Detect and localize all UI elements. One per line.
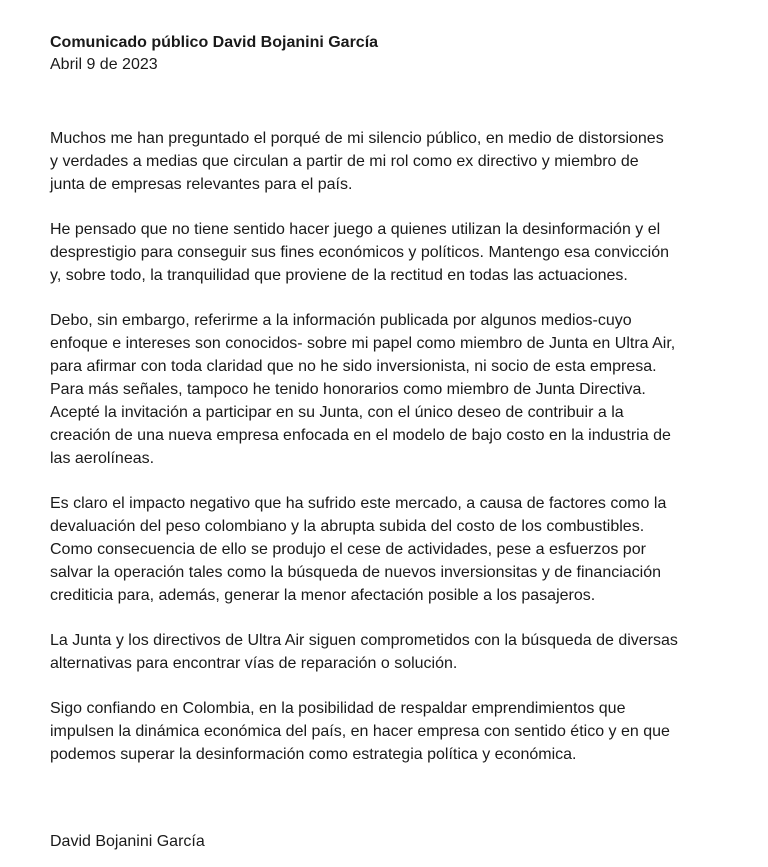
document — [50, 32, 750, 853]
paragraph-1 — [50, 127, 750, 196]
paragraph-line: Como consecuencia de ello se produjo el cese de actividades, pese a esfuerzos por — [50, 541, 646, 558]
paragraph-line: Muchos me han preguntado el porqué de mi silencio público, en medio de distorsiones — [50, 130, 664, 147]
paragraph-line: He pensado que no tiene sentido hacer juego a quienes utilizan la desinformación y el — [50, 221, 661, 238]
paragraph-line: enfoque e intereses son conocidos- sobre mi papel como miembro de Junta en Ultra Air, — [50, 335, 676, 352]
paragraph-4 — [50, 492, 750, 607]
paragraph-line: impulsen la dinámica económica del país, en hacer empresa con sentido ético y en que — [50, 723, 670, 740]
paragraph-line: alternativas para encontrar vías de reparación o solución. — [50, 655, 458, 672]
paragraph-line: Debo, sin embargo, referirme a la información publicada por algunos medios-cuyo — [50, 312, 632, 329]
paragraph-line: salvar la operación tales como la búsqueda de nuevos inversionsitas y de financiación — [50, 564, 662, 581]
paragraph-line: y, sobre todo, la tranquilidad que proviene de la rectitud en todas las actuaciones. — [50, 267, 628, 284]
paragraph-line: para afirmar con toda claridad que no he sido inversionista, ni socio de esta empresa. — [50, 358, 657, 375]
paragraph-line: las aerolíneas. — [50, 450, 155, 467]
document-title: Comunicado público David Bojanini García — [50, 34, 379, 51]
paragraph-line: Es claro el impacto negativo que ha sufrido este mercado, a causa de factores como la — [50, 495, 667, 512]
paragraph-line: creación de una nueva empresa enfocada en el modelo de bajo costo en la industria de — [50, 427, 671, 444]
paragraph-6 — [50, 697, 750, 766]
paragraph-line: Sigo confiando en Colombia, en la posibilidad de respaldar emprendimientos que — [50, 700, 626, 717]
paragraph-line: La Junta y los directivos de Ultra Air siguen comprometidos con la búsqueda de diversas — [50, 632, 678, 649]
paragraph-line: y verdades a medias que circulan a partir de mi rol como ex directivo y miembro de — [50, 153, 639, 170]
signature: David Bojanini García — [50, 833, 205, 850]
paragraph-line: junta de empresas relevantes para el país. — [50, 176, 353, 193]
paragraph-2 — [50, 218, 750, 287]
paragraph-line: desprestigio para conseguir sus fines económicos y políticos. Mantengo esa convicción — [50, 244, 669, 261]
paragraph-line: podemos superar la desinformación como estrategia política y económica. — [50, 746, 577, 763]
paragraph-5 — [50, 629, 750, 675]
paragraph-line: devaluación del peso colombiano y la abrupta subida del costo de los combustibles. — [50, 518, 645, 535]
document-date: Abril 9 de 2023 — [50, 56, 158, 73]
paragraph-3 — [50, 309, 750, 470]
paragraph-line: Acepté la invitación a participar en su Junta, con el único deseo de contribuir a la — [50, 404, 624, 421]
paragraph-line: Para más señales, tampoco he tenido honorarios como miembro de Junta Directiva. — [50, 381, 646, 398]
paragraph-line: crediticia para, además, generar la menor afectación posible a los pasajeros. — [50, 587, 596, 604]
